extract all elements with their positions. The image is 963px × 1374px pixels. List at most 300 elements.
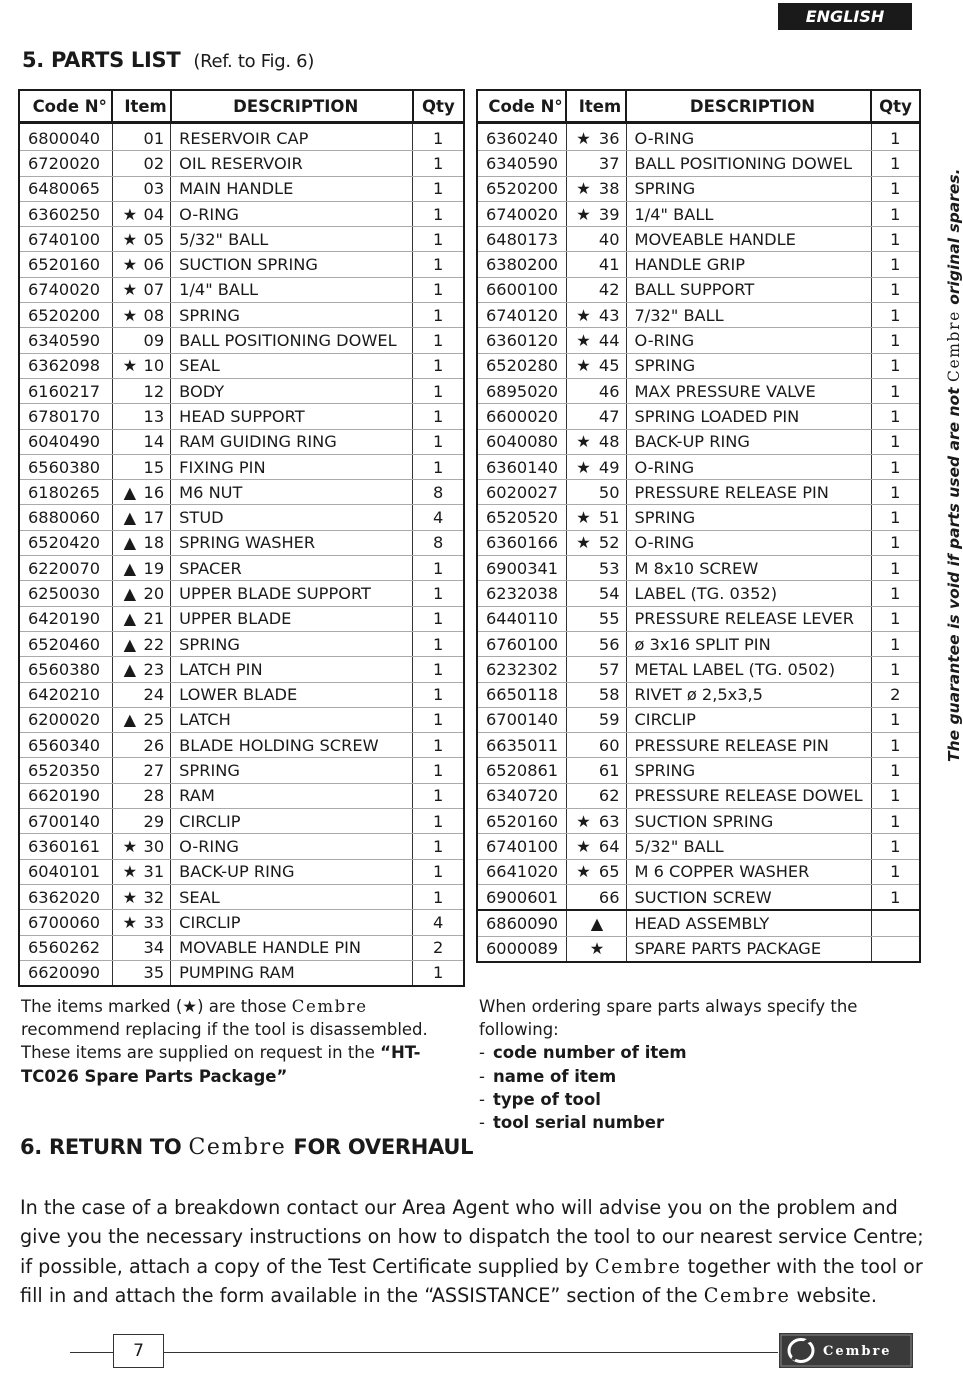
item-number [566, 123, 626, 151]
table-row [19, 328, 464, 353]
part-description: RIVET ø 2,5x3,5 [626, 682, 871, 707]
part-description: LABEL (TG. 0352) [626, 581, 871, 606]
table-row [477, 353, 920, 378]
item-number [112, 429, 170, 454]
table-row [19, 783, 464, 808]
star-icon: ★ [589, 939, 605, 959]
table-row [19, 252, 464, 277]
table-row [477, 859, 920, 884]
ordering-item-text: tool serial number [493, 1113, 665, 1133]
item-number [112, 151, 170, 176]
part-code: 6641020 [477, 859, 566, 884]
header-description: DESCRIPTION [171, 90, 413, 123]
item-number [566, 556, 626, 581]
part-description: MAIN HANDLE [171, 176, 413, 201]
item-number-text: 47 [598, 406, 620, 426]
item-number-text: 03 [143, 179, 165, 199]
part-description: PRESSURE RELEASE LEVER [626, 606, 871, 631]
table-row [477, 682, 920, 707]
item-number [566, 201, 626, 226]
item-number-text: 51 [598, 508, 620, 528]
item-number-text: 01 [143, 128, 165, 148]
item-number [566, 530, 626, 555]
star-icon: ★ [576, 432, 591, 452]
part-code: 6900601 [477, 884, 566, 910]
item-number-text: 14 [143, 432, 165, 452]
table-row [477, 733, 920, 758]
part-description: O-RING [171, 201, 413, 226]
part-qty: 1 [871, 123, 920, 151]
item-number [112, 707, 170, 732]
part-qty: 1 [413, 353, 464, 378]
part-code: 6360140 [477, 454, 566, 479]
item-number-text: 25 [143, 710, 165, 730]
part-qty: 1 [413, 834, 464, 859]
star-icon: ★ [122, 912, 138, 932]
item-number-text: 41 [598, 255, 620, 275]
part-qty: 1 [871, 657, 920, 682]
item-number [112, 530, 170, 555]
cembre-logo [779, 1333, 913, 1368]
star-icon: ★ [576, 305, 591, 325]
part-qty: 1 [871, 606, 920, 631]
item-number-text: 39 [598, 204, 620, 224]
part-description: PRESSURE RELEASE DOWEL [626, 783, 871, 808]
star-icon: ★ [576, 331, 591, 351]
part-qty: 1 [413, 581, 464, 606]
item-number-text: 50 [598, 482, 620, 502]
item-number-text: 56 [598, 634, 620, 654]
part-code: 6780170 [19, 404, 112, 429]
part-qty: 8 [413, 480, 464, 505]
star-icon: ★ [576, 179, 591, 199]
item-number-text: 13 [143, 406, 165, 426]
item-number [566, 303, 626, 328]
star-icon: ★ [182, 997, 198, 1016]
part-description: PRESSURE RELEASE PIN [626, 480, 871, 505]
table-row [477, 123, 920, 151]
item-number-text: 15 [143, 457, 165, 477]
part-qty: 1 [871, 454, 920, 479]
section-title: RETURN TO [49, 1135, 189, 1159]
part-qty: 1 [413, 151, 464, 176]
item-number-text: 43 [598, 305, 620, 325]
part-description: METAL LABEL (TG. 0502) [626, 657, 871, 682]
brand-name: Cembre [188, 1135, 287, 1160]
table-row [19, 758, 464, 783]
part-qty: 2 [413, 935, 464, 960]
item-number [566, 758, 626, 783]
part-qty: 1 [413, 201, 464, 226]
part-qty: 1 [413, 884, 464, 909]
part-qty: 1 [871, 505, 920, 530]
note-text: The items marked ( [21, 997, 183, 1016]
table-row [19, 631, 464, 656]
part-qty: 1 [871, 404, 920, 429]
part-qty: 1 [871, 201, 920, 226]
part-code: 6000089 [477, 936, 566, 962]
part-description: CIRCLIP [171, 809, 413, 834]
table-row [477, 480, 920, 505]
star-icon: ★ [122, 305, 138, 325]
guarantee-side-note [929, 168, 963, 762]
item-number-text: 12 [143, 381, 165, 401]
table-row [477, 884, 920, 910]
ordering-intro: When ordering spare parts always specify the following: [479, 997, 858, 1040]
part-description: BALL POSITIONING DOWEL [626, 151, 871, 176]
part-code: 6360120 [477, 328, 566, 353]
item-number [112, 631, 170, 656]
part-qty: 1 [413, 682, 464, 707]
part-qty: 1 [871, 733, 920, 758]
table-row [19, 935, 464, 960]
part-description: STUD [171, 505, 413, 530]
spare-parts-note [21, 995, 466, 1088]
item-number-text: 29 [143, 811, 165, 831]
item-number-text: 36 [598, 128, 620, 148]
table-row [19, 176, 464, 201]
item-number [566, 809, 626, 834]
item-number-text: 66 [598, 887, 620, 907]
part-description: OIL RESERVOIR [171, 151, 413, 176]
item-number-text: 54 [598, 583, 620, 603]
star-icon: ★ [576, 836, 591, 856]
item-number [566, 581, 626, 606]
part-description: RESERVOIR CAP [171, 123, 413, 151]
table-row [477, 505, 920, 530]
table-row [19, 151, 464, 176]
item-number-text: 08 [143, 305, 165, 325]
part-description: O-RING [626, 454, 871, 479]
table-row [19, 454, 464, 479]
star-icon: ★ [122, 356, 138, 376]
part-code: 6520420 [19, 530, 112, 555]
table-row [19, 834, 464, 859]
header-description: DESCRIPTION [626, 90, 871, 123]
section-number: 5. [22, 48, 44, 72]
part-code: 6600100 [477, 277, 566, 302]
part-code: 6232038 [477, 581, 566, 606]
paragraph-text: In the case of a breakdown contact our Area Agent who will advise you on the problem and give you the necessary instructions on how to dispatch the tool to our nearest service Centre; if possible, attach a copy of the Test Certificate supplied by [20, 1196, 924, 1278]
part-description: MOVABLE HANDLE PIN [171, 935, 413, 960]
part-qty: 4 [413, 910, 464, 935]
star-icon: ★ [122, 280, 138, 300]
part-qty: 1 [871, 378, 920, 403]
part-qty: 1 [413, 783, 464, 808]
item-number-text: 04 [143, 204, 165, 224]
part-description: LATCH [171, 707, 413, 732]
item-number-text: 38 [598, 179, 620, 199]
part-code: 6520280 [477, 353, 566, 378]
table-header-row [19, 90, 464, 123]
item-number [112, 252, 170, 277]
section-ref: (Ref. to Fig. 6) [193, 51, 315, 72]
table-row [19, 556, 464, 581]
part-description: 5/32" BALL [171, 227, 413, 252]
item-number [566, 834, 626, 859]
part-code: 6740020 [477, 201, 566, 226]
part-code: 6740120 [477, 303, 566, 328]
part-description: LATCH PIN [171, 657, 413, 682]
item-number [112, 201, 170, 226]
table-row [19, 277, 464, 302]
part-code: 6800040 [19, 123, 112, 151]
note-text: recommend replacing if the tool is disassembled. [21, 1020, 428, 1040]
part-code: 6520861 [477, 758, 566, 783]
part-description: RAM [171, 783, 413, 808]
part-description: BODY [171, 378, 413, 403]
table-row [477, 303, 920, 328]
table-row [19, 353, 464, 378]
ordering-item: - name of item [479, 1066, 617, 1086]
item-number-text: 28 [143, 786, 165, 806]
part-description: SPRING [626, 353, 871, 378]
part-description: 5/32" BALL [626, 834, 871, 859]
part-description: BALL POSITIONING DOWEL [171, 328, 413, 353]
part-qty: 1 [413, 556, 464, 581]
item-number [566, 328, 626, 353]
table-row [19, 682, 464, 707]
page-number: 7 [113, 1334, 164, 1368]
part-qty: 1 [871, 429, 920, 454]
table-row [477, 404, 920, 429]
part-code: 6220070 [19, 556, 112, 581]
item-number-text: 22 [143, 634, 165, 654]
header-item: Item [566, 90, 626, 123]
paragraph-text: together with the tool or fill in and attach the form available in the “ASSISTANCE” section of the [20, 1254, 923, 1307]
note-text: ) are those [197, 997, 292, 1016]
table-row [19, 606, 464, 631]
star-icon: ★ [576, 862, 591, 882]
part-description: SPRING LOADED PIN [626, 404, 871, 429]
item-number-text: 07 [143, 280, 165, 300]
star-icon: ★ [122, 887, 138, 907]
part-description: RAM GUIDING RING [171, 429, 413, 454]
part-description: MOVEABLE HANDLE [626, 227, 871, 252]
part-qty: 1 [413, 378, 464, 403]
table-row [19, 884, 464, 909]
ordering-item: - code number of item [479, 1043, 687, 1063]
item-number [112, 809, 170, 834]
item-number-text: 02 [143, 153, 165, 173]
part-code: 6740100 [477, 834, 566, 859]
part-qty: 2 [871, 682, 920, 707]
item-number [112, 733, 170, 758]
table-row [19, 404, 464, 429]
table-row [477, 429, 920, 454]
part-code: 6520160 [19, 252, 112, 277]
item-number-text: 20 [143, 583, 165, 603]
star-icon: ★ [122, 229, 138, 249]
table-row [19, 859, 464, 884]
table-row [19, 733, 464, 758]
table-row [19, 707, 464, 732]
triangle-icon: ▲ [123, 634, 137, 654]
parts-table-left-body [19, 123, 464, 987]
item-number [112, 884, 170, 909]
item-number [112, 176, 170, 201]
item-number [566, 936, 626, 962]
item-number [112, 910, 170, 935]
part-description: SEAL [171, 884, 413, 909]
part-description: O-RING [626, 123, 871, 151]
parts-table-left [18, 89, 465, 987]
part-qty: 1 [871, 151, 920, 176]
part-description: BACK-UP RING [626, 429, 871, 454]
item-number-text: 23 [143, 659, 165, 679]
logo-text: Cembre [823, 1344, 892, 1359]
part-code: 6362098 [19, 353, 112, 378]
table-row [19, 505, 464, 530]
part-qty: 1 [871, 834, 920, 859]
part-description: SPACER [171, 556, 413, 581]
table-row [477, 556, 920, 581]
item-number [566, 353, 626, 378]
part-qty: 1 [871, 884, 920, 910]
table-row [477, 657, 920, 682]
part-qty: 1 [871, 859, 920, 884]
item-number [112, 404, 170, 429]
table-row [477, 378, 920, 403]
item-number [566, 176, 626, 201]
part-qty: 1 [871, 631, 920, 656]
item-number [566, 884, 626, 910]
item-number [112, 303, 170, 328]
part-qty: 1 [871, 783, 920, 808]
table-row [19, 480, 464, 505]
part-code: 6620090 [19, 960, 112, 986]
part-description: BLADE HOLDING SCREW [171, 733, 413, 758]
part-qty: 1 [413, 758, 464, 783]
item-number [112, 657, 170, 682]
item-number [566, 151, 626, 176]
item-number [112, 378, 170, 403]
part-qty: 1 [871, 303, 920, 328]
part-code: 6020027 [477, 480, 566, 505]
table-row [19, 201, 464, 226]
part-code: 6720020 [19, 151, 112, 176]
header-qty: Qty [871, 90, 920, 123]
item-number-text: 55 [598, 609, 620, 629]
part-qty: 1 [413, 707, 464, 732]
star-icon: ★ [576, 204, 591, 224]
item-number-text: 30 [143, 836, 165, 856]
part-description: SUCTION SPRING [171, 252, 413, 277]
part-qty: 1 [413, 454, 464, 479]
table-row [477, 834, 920, 859]
part-description: 1/4" BALL [626, 201, 871, 226]
item-number-text: 09 [143, 331, 165, 351]
item-number-text: 59 [598, 710, 620, 730]
part-qty: 1 [413, 123, 464, 151]
part-qty: 1 [871, 353, 920, 378]
item-number [112, 556, 170, 581]
item-number [566, 454, 626, 479]
part-code: 6440110 [477, 606, 566, 631]
table-row [477, 530, 920, 555]
part-code: 6900341 [477, 556, 566, 581]
side-text-before: The guarantee is void if parts used are not [945, 381, 963, 762]
ordering-item-text: name of item [493, 1066, 617, 1086]
part-code: 6200020 [19, 707, 112, 732]
part-description: FIXING PIN [171, 454, 413, 479]
part-qty: 1 [413, 328, 464, 353]
part-code: 6520350 [19, 758, 112, 783]
part-qty: 1 [413, 176, 464, 201]
item-number [566, 631, 626, 656]
table-row [477, 227, 920, 252]
item-number-text: 49 [598, 457, 620, 477]
item-number [112, 859, 170, 884]
table-row [477, 201, 920, 226]
package-name: “HT-TC026 Spare Parts Package” [21, 1043, 421, 1086]
part-qty: 4 [413, 505, 464, 530]
table-row [477, 176, 920, 201]
part-qty: 1 [413, 277, 464, 302]
parts-table-right [476, 89, 921, 963]
item-number [566, 227, 626, 252]
brand-name: Cembre [703, 1283, 791, 1307]
table-row [19, 303, 464, 328]
part-code: 6232302 [477, 657, 566, 682]
item-number-text: 64 [598, 836, 620, 856]
part-code: 6700060 [19, 910, 112, 935]
table-row [19, 429, 464, 454]
item-number [566, 404, 626, 429]
star-icon: ★ [576, 508, 591, 528]
item-number-text: 35 [143, 963, 165, 983]
item-number [112, 935, 170, 960]
item-number-text: 48 [598, 432, 620, 452]
item-number [112, 454, 170, 479]
part-code: 6520460 [19, 631, 112, 656]
header-item: Item [112, 90, 170, 123]
part-qty: 1 [871, 252, 920, 277]
part-code: 6380200 [477, 252, 566, 277]
item-number [566, 682, 626, 707]
part-qty: 1 [871, 480, 920, 505]
table-row [19, 123, 464, 151]
item-number [112, 758, 170, 783]
item-number-text: 61 [598, 761, 620, 781]
table-row [477, 631, 920, 656]
item-number-text: 06 [143, 255, 165, 275]
part-description: BALL SUPPORT [626, 277, 871, 302]
part-code: 6480173 [477, 227, 566, 252]
item-number-text: 52 [598, 533, 620, 553]
header-qty: Qty [413, 90, 464, 123]
star-icon: ★ [122, 862, 138, 882]
part-description: SEAL [171, 353, 413, 378]
part-description: HANDLE GRIP [626, 252, 871, 277]
part-description: SUCTION SPRING [626, 809, 871, 834]
triangle-icon: ▲ [123, 659, 137, 679]
item-number [112, 277, 170, 302]
item-number [566, 505, 626, 530]
part-code: 6360166 [477, 530, 566, 555]
star-icon: ★ [576, 128, 591, 148]
part-qty: 1 [413, 960, 464, 986]
table-row [477, 707, 920, 732]
part-qty: 1 [871, 581, 920, 606]
item-number [112, 353, 170, 378]
part-qty: 1 [871, 176, 920, 201]
part-description: SPRING [171, 758, 413, 783]
footer-rule [70, 1352, 778, 1353]
triangle-icon: ▲ [123, 710, 137, 730]
item-number [112, 581, 170, 606]
table-row [19, 809, 464, 834]
